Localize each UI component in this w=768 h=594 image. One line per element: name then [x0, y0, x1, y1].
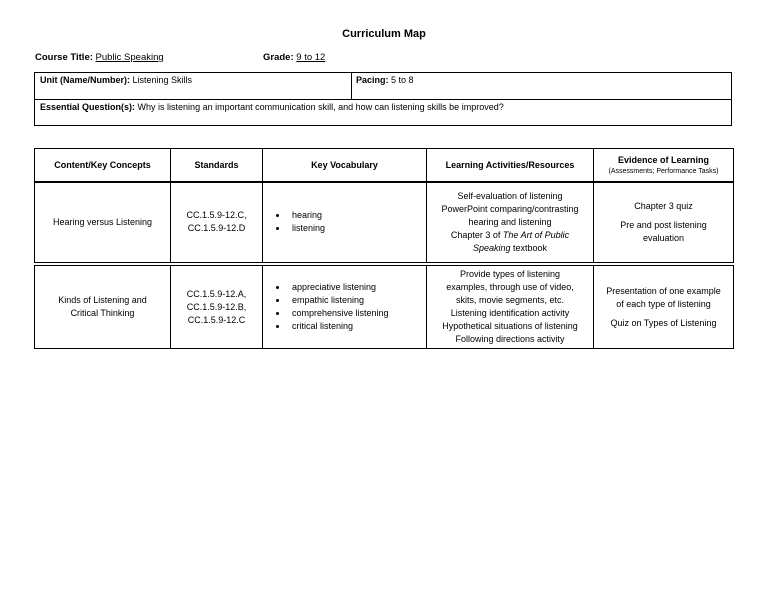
unit-row [35, 73, 731, 100]
header-standards: Standards [171, 149, 263, 183]
activity-line: skits, movie segments, etc. [455, 295, 565, 305]
evidence-item: evaluation [642, 232, 685, 243]
content-cell: Hearing versus Listening [35, 182, 171, 263]
header-evidence [594, 149, 734, 183]
standard-item: CC.1.5.9-12.C, [186, 210, 247, 220]
activity-line: examples, through use of video, [446, 282, 574, 292]
vocabulary-cell [263, 182, 427, 263]
header-evidence-title: Evidence of Learning [617, 155, 710, 165]
curriculum-table-row-2 [34, 265, 734, 349]
unit-info-box [34, 72, 732, 126]
essential-question-value: Why is listening an important communication skill, and how can listening skills be improved? [137, 102, 504, 112]
course-title-line [35, 52, 164, 63]
table-row [35, 266, 734, 349]
vocabulary-item: • comprehensive listening [288, 307, 423, 320]
activity-line: Self-evaluation of listening [457, 190, 563, 201]
evidence-item: Pre and post listening [620, 219, 707, 230]
activity-line: Provide types of listening [459, 269, 561, 279]
activities-cell [427, 182, 594, 263]
curriculum-table-header [34, 148, 734, 183]
divider [351, 73, 352, 100]
evidence-item: of each type of listening [616, 298, 711, 309]
activity-line [430, 229, 590, 242]
unit-cell [40, 75, 192, 85]
grade-line [263, 52, 325, 63]
essential-question-label: Essential Question(s): [40, 102, 136, 112]
header-content: Content/Key Concepts [35, 149, 171, 183]
content-line: Kinds of Listening and [58, 295, 147, 305]
evidence-item: Presentation of one example [606, 285, 721, 296]
evidence-item: Chapter 3 quiz [634, 200, 693, 211]
grade-label: Grade: [263, 52, 294, 63]
content-cell [35, 266, 171, 349]
vocabulary-item: • listening [288, 222, 423, 235]
content-line: Critical Thinking [70, 308, 135, 318]
activity-line: hearing and listening [468, 216, 552, 227]
vocabulary-item: • appreciative listening [288, 281, 423, 294]
standard-item: CC.1.5.9-12.C [187, 314, 246, 325]
activity-line: Listening identification activity [450, 308, 570, 318]
course-title-value: Public Speaking [95, 52, 164, 63]
standard-item: CC.1.5.9-12.A, [186, 288, 247, 299]
table-header-row [35, 149, 734, 183]
vocabulary-cell [263, 266, 427, 349]
essential-question-cell [40, 102, 504, 112]
book-title: The Art of Public [502, 229, 570, 240]
standard-item: CC.1.5.9-12.D [187, 223, 246, 233]
pacing-label: Pacing: [356, 75, 389, 85]
vocabulary-item: • empathic listening [288, 294, 423, 307]
header-evidence-subtitle: (Assessments; Performance Tasks) [608, 168, 719, 175]
vocabulary-list [266, 209, 423, 235]
activity-line: PowerPoint comparing/contrasting [441, 203, 579, 214]
standards-cell [171, 182, 263, 263]
activity-line: Hypothetical situations of listening [442, 321, 578, 331]
vocabulary-item: • hearing [288, 209, 423, 222]
evidence-cell [594, 266, 734, 349]
header-vocabulary: Key Vocabulary [263, 149, 427, 183]
activity-text: Chapter 3 of [450, 229, 501, 240]
unit-value: Listening Skills [132, 75, 193, 85]
curriculum-table-row-1 [34, 181, 734, 263]
standard-item: CC.1.5.9-12.B, [186, 301, 247, 312]
document-title: Curriculum Map [342, 28, 426, 40]
book-title: Speaking [472, 242, 511, 253]
pacing-value: 5 to 8 [391, 75, 414, 85]
vocabulary-list [266, 281, 423, 333]
evidence-item: Quiz on Types of Listening [610, 317, 717, 328]
pacing-cell [356, 75, 414, 85]
course-title-label: Course Title: [35, 52, 93, 63]
evidence-cell [594, 182, 734, 263]
activity-line: Following directions activity [455, 334, 565, 344]
vocabulary-item: • critical listening [288, 320, 423, 333]
standards-cell [171, 266, 263, 349]
header-activities: Learning Activities/Resources [427, 149, 594, 183]
activity-text: textbook [513, 242, 548, 253]
unit-label: Unit (Name/Number): [40, 75, 131, 85]
table-row [35, 182, 734, 263]
activity-line [430, 242, 590, 255]
activities-cell [427, 266, 594, 349]
grade-value: 9 to 12 [296, 52, 326, 63]
